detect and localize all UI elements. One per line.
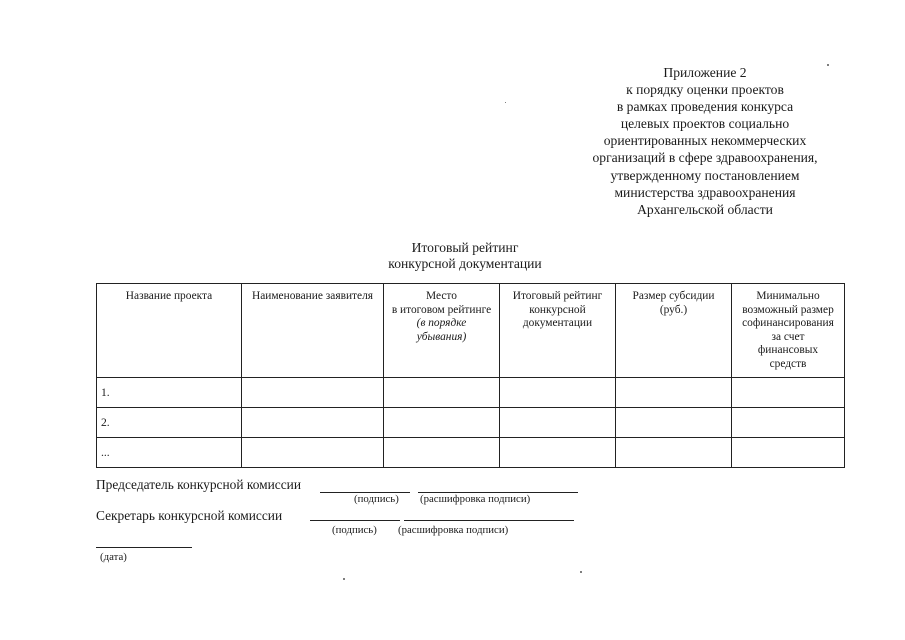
header-subsidy-size: Размер субсидии (руб.) <box>616 284 732 378</box>
table-cell <box>384 408 500 438</box>
scan-speck <box>505 102 506 103</box>
appendix-line: к порядку оценки проектов <box>626 82 784 98</box>
title-line-2: конкурсной документации <box>388 256 542 271</box>
appendix-block <box>560 64 850 218</box>
header-final-rating: Итоговый рейтинг конкурсной документации <box>500 284 616 378</box>
row-number: ... <box>97 438 242 468</box>
secretary-label: Секретарь конкурсной комиссии <box>96 508 283 523</box>
date-caption: (дата) <box>100 551 127 563</box>
table-row <box>97 408 845 438</box>
table-cell <box>732 408 845 438</box>
appendix-line: в рамках проведения конкурса <box>616 99 794 115</box>
appendix-line: ориентированных некоммерческих <box>603 133 807 149</box>
table-cell <box>616 438 732 468</box>
table-header-row <box>97 284 845 378</box>
table-cell <box>732 378 845 408</box>
table-cell <box>242 408 384 438</box>
document-title <box>300 240 630 272</box>
table-cell <box>384 438 500 468</box>
appendix-line: министерства здравоохранения <box>614 184 796 200</box>
row-number: 1. <box>97 378 242 408</box>
secretary-signature-line <box>310 520 400 521</box>
table-cell <box>242 438 384 468</box>
secretary-decoding-line <box>404 520 574 521</box>
secretary-decoding-caption: (расшифровка подписи) <box>398 524 509 536</box>
table-cell <box>500 438 616 468</box>
table-cell <box>616 378 732 408</box>
appendix-line: целевых проектов социально <box>620 116 790 132</box>
secretary-signature-caption: (подпись) <box>332 524 377 536</box>
header-place-note: (в порядке убывания) <box>416 317 467 343</box>
title-line-1: Итоговый рейтинг <box>411 240 519 255</box>
appendix-line: организаций в сфере здравоохранения, <box>592 150 818 166</box>
header-min-cofinancing: Минимально возможный размер софинансирования за счет финансовых средств <box>732 284 845 378</box>
chairman-decoding-caption: (расшифровка подписи) <box>420 493 531 505</box>
table-cell <box>384 378 500 408</box>
chairman-signature-caption: (подпись) <box>354 493 399 505</box>
header-place: Место в итоговом рейтинге (в порядке убывания) <box>384 284 500 378</box>
table-cell <box>616 408 732 438</box>
header-applicant-name: Наименование заявителя <box>242 284 384 378</box>
header-project-name: Название проекта <box>97 284 242 378</box>
table-cell <box>732 438 845 468</box>
table-row <box>97 438 845 468</box>
table-cell <box>242 378 384 408</box>
table-cell <box>500 408 616 438</box>
date-line <box>96 547 192 548</box>
table-cell <box>500 378 616 408</box>
scan-speck <box>580 571 582 573</box>
appendix-line: Архангельской области <box>637 201 773 217</box>
appendix-line: утвержденному постановлением <box>610 167 800 183</box>
table-row <box>97 378 845 408</box>
scan-speck <box>343 578 345 580</box>
row-number: 2. <box>97 408 242 438</box>
chairman-label: Председатель конкурсной комиссии <box>96 477 301 492</box>
rating-table <box>96 283 845 468</box>
scan-speck <box>827 64 829 66</box>
appendix-line: Приложение 2 <box>663 65 747 80</box>
